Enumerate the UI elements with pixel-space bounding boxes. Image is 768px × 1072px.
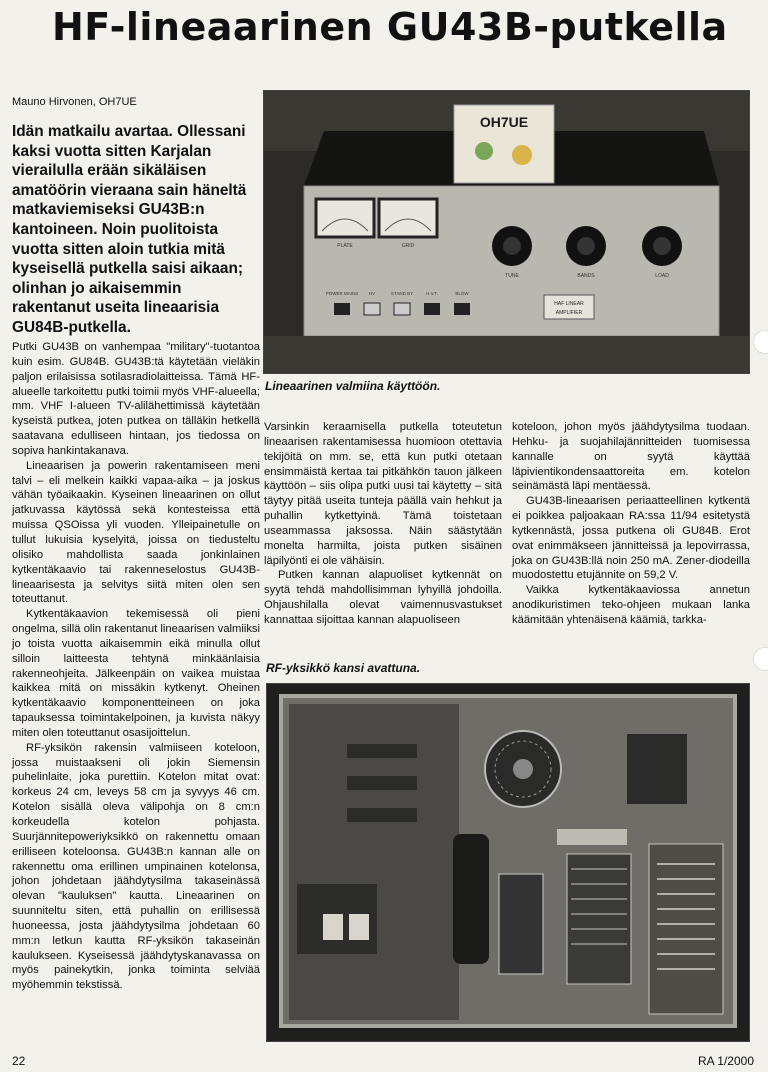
paragraph: Varsinkin keraamisella putkella toteutetun lineaarisen rakentamisessa huomioon otettavia tekijöitä on mm. se, että kun putki otetaan ensimmäistä kertaa tai pitkähkön tauon jälkeen käyttöön – siis olipa putki uusi tai käytetty – sitä täytyy pitää useita tunteja päällä vain hehkut ja puhallin kytkettyinä. Tämä toistetaan useammassa jaksossa. Näin säästytään monelta harmilta, joista putken sisäinen läpilyönti ei ole vähäisin. [264,421,502,567]
rf-unit-illustration [267,684,749,1041]
qsl-callsign: OH7UE [479,114,529,130]
switch-label: HV [368,291,376,296]
switch-label: H.V.T. [426,291,438,296]
knob-label: BANDS [577,273,595,279]
nameplate-line: AMPLIFIER [555,310,583,316]
paragraph: Lineaarisen ja powerin rakentamiseen meni talvi – eli melkein kaikki vapaa-aika – ja joskus vähän työaikaakin. Kyseinen lineaarinen on ollut jatkuvassa käytössä sekä kontesteissa että muissa QSOissa yli vuoden. Ylleipainetulle on tullut lukuisia kyselyitä, joissa on tiedusteltu olisiko mahdollista saada jonkinlainen kytkentäkaavio tai rakenneselostus GU43B-lineaarisesta ja selvitys siitä miten olen sen toteuttanut. [12,459,260,606]
knob-label: LOAD [655,273,669,279]
body-column-1 [12,340,260,993]
paragraph: Putki GU43B on vanhempaa "military"-tuotantoa kuin esim. GU84B. GU43B:tä käytetään vieläkin paljon erilaisissa sotilasradiolaitteissa. Tämä HF-alueelle tarkoitettu putki toimii myös VHF-alueella; mm. VHF I-alueen TV-alilähettimissä käytetään kyseistä putkea, joten putkea on tälläkin hetkellä saatavana edulliseen hintaan, jos tiedossa on sopiva hankintakanava. [12,341,260,457]
paragraph: Kytkentäkaavion tekemisessä oli pieni ongelma, sillä olin rakentanut lineaarisen valmiiksi jo toista vuotta aikaisemmin eikä minulla ollut silloin laitteesta tehtynä minkäänlaisia rakenneohjeita. Jälkeenpäin on vaikea muistaa kaikkea mitä on missäkin kytkenyt. Oheinen kytkentäkaavio komponentteineen on joka tapauksessa toimintakelpoinen, ja kuvista näkyy miten olen toteuttanut osasijoittelun. [12,608,260,739]
amplifier-illustration [264,91,749,373]
article-title: HF-lineaarinen GU43B-putkella [52,5,728,49]
page-number: 22 [12,1054,26,1068]
photo-caption-2: RF-yksikkö kansi avattuna. [266,661,421,675]
paragraph: Putken kannan alapuoliset kytkennät on syytä tehdä mahdollisimman lyhyillä johdoilla. Ohjaushilalla olevat vaimennusvastukset kannattaa sijoittaa kannan alapuoliseen [264,569,502,626]
body-column-2 [264,420,502,628]
binder-hole [753,647,768,671]
issue-label: RA 1/2000 [697,1054,754,1068]
paragraph: GU43B-lineaarisen periaatteellinen kytkentä ei poikkea paljoakaan RA:ssa 11/94 esitetystä kytkennästä, jossa putkena oli GU84B. Erot ovat enimmäkseen jännitteissä ja lepovirrassa, joka on GU43B:llä noin 250 mA. Zener-diodeilla muodostettu etujännite on 59,2 V. [512,495,750,582]
photo-caption-1: Lineaarinen valmiina käyttöön. [265,379,441,393]
binder-hole [753,330,768,354]
author-byline: Mauno Hirvonen, OH7UE [12,96,137,108]
paragraph: RF-yksikön rakensin valmiiseen koteloon, jossa muistaakseni oli jokin Siemensin puhelinlaite, joka purettiin. Kotelon mitat ovat: korkeus 24 cm, leveys 58 cm ja syvyys 46 cm. Kotelon sisällä oleva välipohja on 8 cm:n korkeudella kotelon pohjasta. Suurjännitepoweriyksikkö on rakennettu omaan erilliseen koteloonsa. GU43B:n kannan alle on rakennettu oma erillinen umpinainen kotelonsa, johon johdetaan jäähdytysilma takaseinässä olevan "kauluksen" kautta. Lineaarinen on suunniteltu siten, että puhallin on erillisessä huoneessa, josta jäähdytysilma johdetaan 60 mm:n letkun kautta RF-yksikön takaseinän kaulukseen. Kyseisessä jäähdytyskanavassa on myös painekytkin, jonka toiminta selviää myöhemmin tekstissä. [12,741,260,992]
paragraph: Vaikka kytkentäkaaviossa annetun anodikuristimen teko-ohjeen mukaan lanka käämitään yhtenäisenä käämiä, tarkka- [512,584,750,626]
switch-label: STAND BY [390,291,414,296]
meter-label: PLATE [337,243,353,249]
lead-paragraph: Idän matkailu avartaa. Ollessani kaksi vuotta sitten Karjalan vierailulla erään sikäläisen amatöörin vieraana sain häneltä matkaviemiseksi GU43B:n kantoineen. Noin puolitoista vuotta sitten aloin tutkia mitä kyseisellä putkella saisi aikaan; olinhan jo aikaisemmin rakentanut useita lineaarisia GU84B-putkella. [12,123,247,336]
rf-unit-interior-photo [266,683,750,1042]
switch-label: BLOW [455,291,469,296]
meter-label: GRID [401,243,415,249]
switch-label: POWER MAINS [325,291,359,296]
amplifier-front-photo [263,90,750,374]
paragraph: koteloon, johon myös jäähdytysilma tuodaan. Hehku- ja suojahilajännitteiden tuomisessa kannalle on syytä käyttää läpivientikondensaattoreita em. kotelon seinämästä läpi mentäessä. [512,421,750,493]
body-column-3 [512,420,750,628]
knob-label: TUNE [505,273,519,279]
nameplate-line: HAF LINEAR [554,301,584,307]
